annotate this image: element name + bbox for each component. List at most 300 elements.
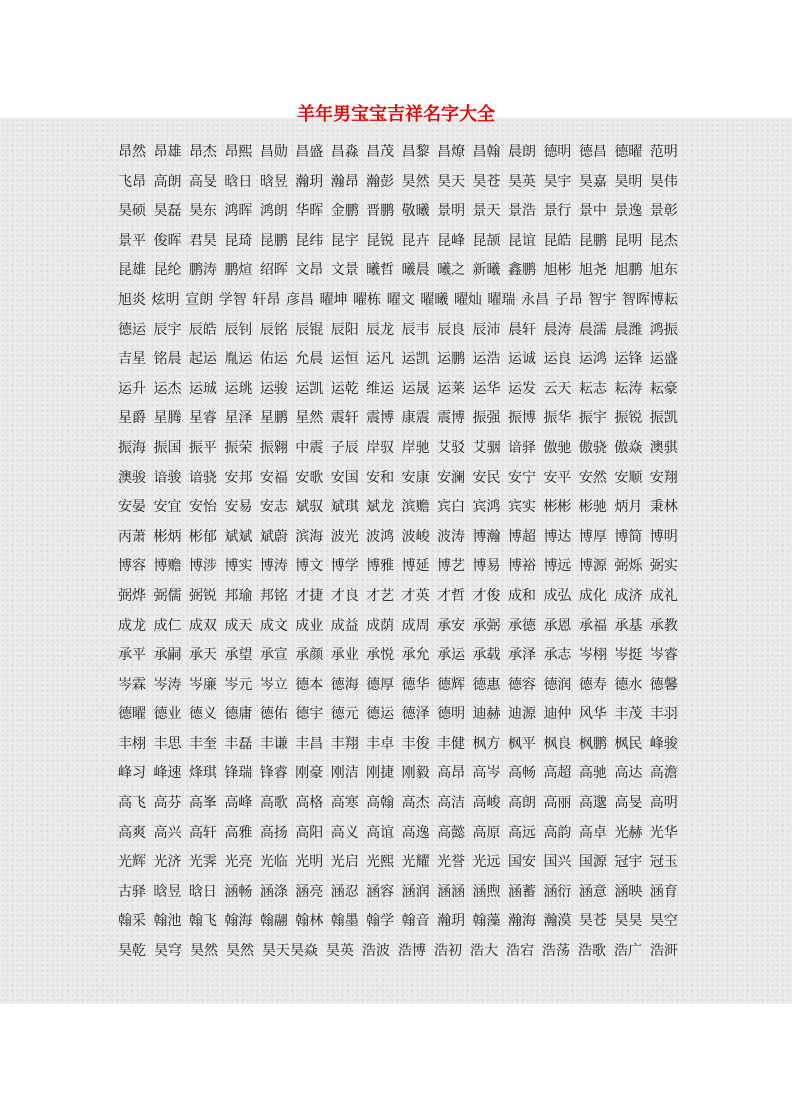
- name-entry: 鹏煊: [224, 262, 253, 279]
- name-entry: 安和: [366, 469, 395, 486]
- name-entry: 承天: [188, 647, 217, 664]
- name-entry: 高畅: [507, 765, 536, 782]
- name-entry: 涵涤: [259, 883, 288, 900]
- name-entry: 才捷: [295, 587, 324, 604]
- name-entry: 涵畅: [224, 883, 253, 900]
- name-entry: 涵涵: [437, 883, 466, 900]
- name-entry: 运诚: [507, 351, 536, 368]
- name-entry: 博厚: [578, 528, 607, 545]
- name-entry: 辰锟: [295, 321, 324, 338]
- name-entry: 耘豪: [649, 380, 678, 397]
- name-entry: 承载: [472, 647, 501, 664]
- name-entry: 浩荡: [542, 943, 570, 960]
- name-entry: 翰音: [401, 913, 430, 930]
- name-entry: 运良: [543, 351, 572, 368]
- name-entry: 成龙: [118, 617, 146, 634]
- document-title: 羊年男宝宝吉祥名字大全: [297, 104, 495, 125]
- name-entry: 高峯: [188, 795, 217, 812]
- name-entry: 涵衍: [543, 883, 572, 900]
- name-entry: 高寒: [330, 795, 359, 812]
- name-entry: 云天: [543, 380, 572, 397]
- name-entry: 安翔: [649, 469, 678, 486]
- name-entry: 金鹏: [330, 203, 359, 220]
- name-entry: 丰健: [437, 735, 466, 752]
- name-entry: 振锐: [614, 410, 643, 427]
- name-entry: 浩博: [398, 943, 426, 960]
- name-entry: 安平: [543, 469, 572, 486]
- name-entry: 振博: [507, 410, 536, 427]
- name-entry: 鸿朗: [259, 203, 288, 220]
- name-entry: 轩昂: [252, 291, 281, 308]
- name-entry: 岑霖: [118, 676, 146, 693]
- name-entry: 才艺: [366, 587, 395, 604]
- name-entry: 安澜: [437, 469, 466, 486]
- name-entry: 瀚玥: [437, 913, 466, 930]
- name-entry: 岑立: [259, 676, 288, 693]
- name-entry: 光明: [295, 854, 324, 871]
- name-entry: 宾白: [437, 499, 466, 516]
- name-entry: 中震: [295, 439, 324, 456]
- name-entry: 宾鸿: [472, 499, 501, 516]
- name-entry: 昊伟: [649, 173, 678, 190]
- name-entry: 岑睿: [649, 647, 678, 664]
- name-entry: 高岑: [472, 765, 501, 782]
- name-entry: 德寿: [578, 676, 607, 693]
- name-entry: 昆纬: [295, 232, 324, 249]
- name-entry: 刚洁: [330, 765, 359, 782]
- name-entry: 昊空: [649, 913, 678, 930]
- name-entry: 晨涛: [543, 321, 572, 338]
- name-entry: 安邦: [224, 469, 253, 486]
- name-entry: 昆鹏: [578, 232, 607, 249]
- name-entry: 景彰: [649, 203, 678, 220]
- name-entry: 高邈: [578, 795, 607, 812]
- name-entry: 炳月: [614, 499, 643, 516]
- name-row: [118, 878, 678, 908]
- name-entry: 光霁: [188, 854, 217, 871]
- name-entry: 晗昱: [153, 883, 182, 900]
- name-entry: 涵亮: [295, 883, 324, 900]
- name-entry: 高格: [295, 795, 324, 812]
- name-entry: 运锋: [614, 351, 643, 368]
- name-entry: 才哲: [437, 587, 466, 604]
- name-entry: 迪源: [507, 706, 536, 723]
- name-row: [118, 848, 678, 878]
- name-entry: 运莱: [437, 380, 466, 397]
- name-entry: 安歌: [295, 469, 324, 486]
- name-entry: 震博: [366, 410, 395, 427]
- name-entry: 丰俊: [401, 735, 430, 752]
- name-entry: 曜灿: [453, 291, 482, 308]
- name-entry: 翰藻: [472, 913, 501, 930]
- name-entry: 昊明: [614, 173, 643, 190]
- name-entry: 安志: [259, 499, 288, 516]
- name-entry: 起运: [188, 351, 217, 368]
- name-entry: 彬郁: [188, 528, 217, 545]
- name-entry: 翰采: [118, 913, 146, 930]
- name-entry: 国安: [507, 854, 536, 871]
- name-entry: 昆纶: [153, 262, 182, 279]
- name-entry: 旭鹏: [614, 262, 643, 279]
- name-entry: 高轩: [188, 824, 217, 841]
- name-entry: 涵育: [649, 883, 678, 900]
- name-entry: 高雅: [224, 824, 253, 841]
- name-entry: 辰良: [437, 321, 466, 338]
- name-entry: 峰骏: [649, 735, 678, 752]
- name-entry: 岑栩: [578, 647, 607, 664]
- name-entry: 景平: [118, 232, 146, 249]
- name-entry: 谙驿: [507, 439, 536, 456]
- name-entry: 彬驰: [578, 499, 607, 516]
- name-entry: 波光: [330, 528, 359, 545]
- name-entry: 曜坤: [319, 291, 348, 308]
- name-entry: 光熙: [366, 854, 395, 871]
- name-entry: 光远: [472, 854, 501, 871]
- name-entry: 岑挺: [614, 647, 643, 664]
- name-entry: 秉林: [649, 499, 678, 516]
- name-entry: 曜文: [386, 291, 415, 308]
- name-entry: 昊乾: [118, 943, 146, 960]
- name-entry: 博达: [543, 528, 572, 545]
- name-entry: 冠玉: [649, 854, 678, 871]
- name-entry: 俊晖: [153, 232, 182, 249]
- name-entry: 德义: [188, 706, 217, 723]
- name-entry: 昊东: [188, 203, 217, 220]
- name-entry: 博易: [472, 558, 501, 575]
- name-entry: 昌黎: [401, 144, 430, 160]
- name-entry: 维运: [366, 380, 395, 397]
- name-entry: 丰昌: [295, 735, 324, 752]
- name-entry: 浩波: [362, 943, 390, 960]
- name-entry: 高歌: [259, 795, 288, 812]
- name-entry: 承运: [437, 647, 466, 664]
- name-entry: 光耀: [401, 854, 430, 871]
- name-entry: 浩广: [614, 943, 642, 960]
- name-entry: 德运: [366, 706, 395, 723]
- name-entry: 涵容: [366, 883, 395, 900]
- name-entry: 瀚玥: [295, 173, 324, 190]
- name-entry: 晗昱: [259, 173, 288, 190]
- name-entry: 高懿: [437, 824, 466, 841]
- name-entry: 傲骁: [578, 439, 607, 456]
- name-row: [118, 493, 678, 523]
- name-entry: 德明: [543, 144, 572, 160]
- name-entry: 华晖: [295, 203, 324, 220]
- name-entry: 德宇: [295, 706, 324, 723]
- name-entry: 鸿振: [649, 321, 678, 338]
- name-entry: 德本: [295, 676, 324, 693]
- name-entry: 成化: [578, 587, 607, 604]
- name-entry: 景浩: [507, 203, 536, 220]
- name-entry: 昊嘉: [578, 173, 607, 190]
- name-entry: 高芬: [153, 795, 182, 812]
- name-entry: 博源: [578, 558, 607, 575]
- name-entry: 刚捷: [366, 765, 395, 782]
- name-entry: 波峻: [401, 528, 430, 545]
- name-entry: 昌勋: [259, 144, 288, 160]
- name-entry: 才良: [330, 587, 359, 604]
- name-entry: 景天: [472, 203, 501, 220]
- name-entry: 鹏涛: [188, 262, 217, 279]
- name-row: [118, 789, 678, 819]
- name-row: [118, 819, 678, 849]
- name-entry: 昊天昊焱: [262, 943, 318, 960]
- name-entry: 涵润: [401, 883, 430, 900]
- name-entry: 博艺: [437, 558, 466, 575]
- name-entry: 德水: [614, 676, 643, 693]
- name-entry: 胤运: [224, 351, 253, 368]
- name-entry: 康震: [401, 410, 430, 427]
- name-entry: 承安: [437, 617, 466, 634]
- name-entry: 德润: [543, 676, 572, 693]
- name-entry: 曜瑞: [487, 291, 516, 308]
- name-entry: 斌蔚: [259, 528, 288, 545]
- name-entry: 邦瑜: [224, 587, 253, 604]
- name-entry: 博裕: [507, 558, 536, 575]
- name-entry: 博文: [295, 558, 324, 575]
- name-entry: 高朗: [153, 173, 182, 190]
- name-entry: 高驰: [578, 765, 607, 782]
- name-entry: 承望: [224, 647, 253, 664]
- name-entry: 丰茂: [614, 706, 643, 723]
- name-entry: 丰羽: [649, 706, 678, 723]
- name-entry: 星泽: [224, 410, 253, 427]
- name-entry: 昌淼: [330, 144, 359, 160]
- name-entry: 烽琪: [188, 765, 217, 782]
- name-entry: 高洁: [437, 795, 466, 812]
- name-entry: 成文: [259, 617, 288, 634]
- name-entry: 吉星: [118, 351, 146, 368]
- name-entry: 成礼: [649, 587, 678, 604]
- name-entry: 旭炎: [118, 291, 146, 308]
- name-entry: 高朗: [507, 795, 536, 812]
- name-entry: 昊英: [507, 173, 536, 190]
- name-entry: 成荫: [366, 617, 395, 634]
- name-entry: 曦之: [437, 262, 466, 279]
- name-entry: 古驿: [118, 883, 146, 900]
- name-entry: 光济: [153, 854, 182, 871]
- name-entry: 艾驳: [437, 439, 466, 456]
- name-entry: 波涛: [437, 528, 466, 545]
- name-entry: 晋鹏: [366, 203, 395, 220]
- name-entry: 光临: [259, 854, 288, 871]
- name-entry: 运骏: [259, 380, 288, 397]
- name-entry: 国兴: [543, 854, 572, 871]
- name-entry: 炫明: [151, 291, 180, 308]
- name-entry: 翰翮: [259, 913, 288, 930]
- name-entry: 子辰: [330, 439, 359, 456]
- name-entry: 翰学: [366, 913, 395, 930]
- name-entry: 弼烁: [614, 558, 643, 575]
- name-entry: 高达: [614, 765, 643, 782]
- name-row: [118, 345, 678, 375]
- name-entry: 傲驰: [543, 439, 572, 456]
- name-entry: 涵意: [578, 883, 607, 900]
- name-row: [118, 582, 678, 612]
- name-entry: 星然: [295, 410, 324, 427]
- name-entry: 昌燎: [437, 144, 466, 160]
- name-entry: 震轩: [330, 410, 359, 427]
- name-entry: 永昌: [521, 291, 550, 308]
- name-entry: 澳骐: [649, 439, 678, 456]
- name-entry: 瀚彭: [366, 173, 395, 190]
- name-entry: 昊然: [190, 943, 218, 960]
- name-entry: 高逸: [401, 824, 430, 841]
- name-entry: 昆皓: [543, 232, 572, 249]
- name-entry: 丰奎: [188, 735, 217, 752]
- name-entry: 博实: [224, 558, 253, 575]
- name-entry: 风华: [578, 706, 607, 723]
- name-entry: 高原: [472, 824, 501, 841]
- name-entry: 振国: [153, 439, 182, 456]
- name-entry: 成益: [330, 617, 359, 634]
- name-entry: 岸驰: [401, 439, 430, 456]
- name-entry: 丰磊: [224, 735, 253, 752]
- name-entry: 星爵: [118, 410, 146, 427]
- name-entry: 高昂: [437, 765, 466, 782]
- name-entry: 昆雄: [118, 262, 146, 279]
- name-entry: 岑元: [224, 676, 253, 693]
- name-entry: 安康: [401, 469, 430, 486]
- name-entry: 峰习: [118, 765, 146, 782]
- name-row: [118, 404, 678, 434]
- name-entry: 岑涛: [153, 676, 182, 693]
- name-entry: 晨濡: [578, 321, 607, 338]
- name-entry: 运凡: [366, 351, 395, 368]
- name-entry: 高卓: [578, 824, 607, 841]
- name-entry: 翰海: [224, 913, 253, 930]
- name-entry: 飞昂: [118, 173, 146, 190]
- name-entry: 铭晨: [153, 351, 182, 368]
- name-entry: 锋瑞: [224, 765, 253, 782]
- name-entry: 承福: [578, 617, 607, 634]
- name-entry: 子昂: [554, 291, 583, 308]
- name-entry: 旭尧: [578, 262, 607, 279]
- name-entry: 德业: [153, 706, 182, 723]
- name-entry: 高丽: [543, 795, 572, 812]
- name-entry: 弼儒: [153, 587, 182, 604]
- name-entry: 晨轩: [507, 321, 536, 338]
- name-entry: 昊然: [226, 943, 254, 960]
- name-entry: 高爽: [118, 824, 146, 841]
- name-entry: 承平: [118, 647, 146, 664]
- name-entry: 高扬: [259, 824, 288, 841]
- name-row: [118, 759, 678, 789]
- name-entry: 曦晨: [401, 262, 430, 279]
- name-entry: 高澹: [649, 765, 678, 782]
- name-row: [118, 227, 678, 257]
- name-entry: 德海: [330, 676, 359, 693]
- name-entry: 高峰: [224, 795, 253, 812]
- name-entry: 丰卓: [366, 735, 395, 752]
- name-entry: 翰飞: [188, 913, 217, 930]
- name-entry: 昆颉: [472, 232, 501, 249]
- name-entry: 耘志: [578, 380, 607, 397]
- name-entry: 浩宕: [506, 943, 534, 960]
- name-entry: 昌盛: [295, 144, 324, 160]
- name-entry: 昊英: [326, 943, 354, 960]
- name-entry: 浩涆: [650, 943, 678, 960]
- name-entry: 翰墨: [330, 913, 359, 930]
- name-entry: 安民: [472, 469, 501, 486]
- name-entry: 昊苍: [578, 913, 607, 930]
- name-entry: 弼锐: [188, 587, 217, 604]
- name-entry: 丰栩: [118, 735, 146, 752]
- name-entry: 岑廉: [188, 676, 217, 693]
- name-entry: 德惠: [472, 676, 501, 693]
- name-entry: 斌龙: [366, 499, 395, 516]
- name-entry: 傲焱: [614, 439, 643, 456]
- name-row: [118, 375, 678, 405]
- name-entry: 文景: [330, 262, 359, 279]
- name-entry: 谙骏: [153, 469, 182, 486]
- name-entry: 晨朗: [507, 144, 536, 160]
- name-row: [118, 907, 678, 937]
- name-entry: 斌琪: [330, 499, 359, 516]
- name-entry: 浩歌: [578, 943, 606, 960]
- name-row: [118, 434, 678, 464]
- name-entry: 高阳: [295, 824, 324, 841]
- name-entry: 安顺: [614, 469, 643, 486]
- name-entry: 安国: [330, 469, 359, 486]
- name-entry: 曜栋: [353, 291, 382, 308]
- name-entry: 运升: [118, 380, 146, 397]
- name-entry: 艾骃: [472, 439, 501, 456]
- name-entry: 德明: [437, 706, 466, 723]
- name-entry: 高兴: [153, 824, 182, 841]
- name-entry: 浩大: [470, 943, 498, 960]
- name-entry: 运杰: [153, 380, 182, 397]
- name-entry: 辰铭: [259, 321, 288, 338]
- name-entry: 运珧: [224, 380, 253, 397]
- name-entry: 瀚昂: [330, 173, 359, 190]
- name-entry: 博远: [543, 558, 572, 575]
- name-entry: 高翰: [366, 795, 395, 812]
- name-entry: 振海: [118, 439, 146, 456]
- name-entry: 德曜: [614, 144, 643, 160]
- name-entry: 丰翔: [330, 735, 359, 752]
- name-entry: 斌斌: [224, 528, 253, 545]
- name-entry: 昊昊: [614, 913, 643, 930]
- name-row: [118, 730, 678, 760]
- name-entry: 承颜: [295, 647, 324, 664]
- name-entry: 博雅: [366, 558, 395, 575]
- name-entry: 德辉: [437, 676, 466, 693]
- name-entry: 高韵: [543, 824, 572, 841]
- name-entry: 震博: [437, 410, 466, 427]
- name-entry: 承宣: [259, 647, 288, 664]
- name-entry: 昆峰: [437, 232, 466, 249]
- name-entry: 丰思: [153, 735, 182, 752]
- name-entry: 刚豪: [295, 765, 324, 782]
- name-row: [118, 641, 678, 671]
- name-entry: 鑫鹏: [507, 262, 536, 279]
- name-entry: 澳骏: [118, 469, 146, 486]
- name-entry: 辰宇: [153, 321, 182, 338]
- name-row: [118, 256, 678, 286]
- name-entry: 涵煦: [472, 883, 501, 900]
- name-entry: 高超: [543, 765, 572, 782]
- name-entry: 迪赫: [472, 706, 501, 723]
- name-entry: 运凯: [295, 380, 324, 397]
- name-entry: 昌茂: [366, 144, 395, 160]
- name-entry: 辰钊: [224, 321, 253, 338]
- name-entry: 弼烨: [118, 587, 146, 604]
- name-entry: 承教: [649, 617, 678, 634]
- name-entry: 承嗣: [153, 647, 182, 664]
- name-entry: 成天: [224, 617, 253, 634]
- name-entry: 德庸: [224, 706, 253, 723]
